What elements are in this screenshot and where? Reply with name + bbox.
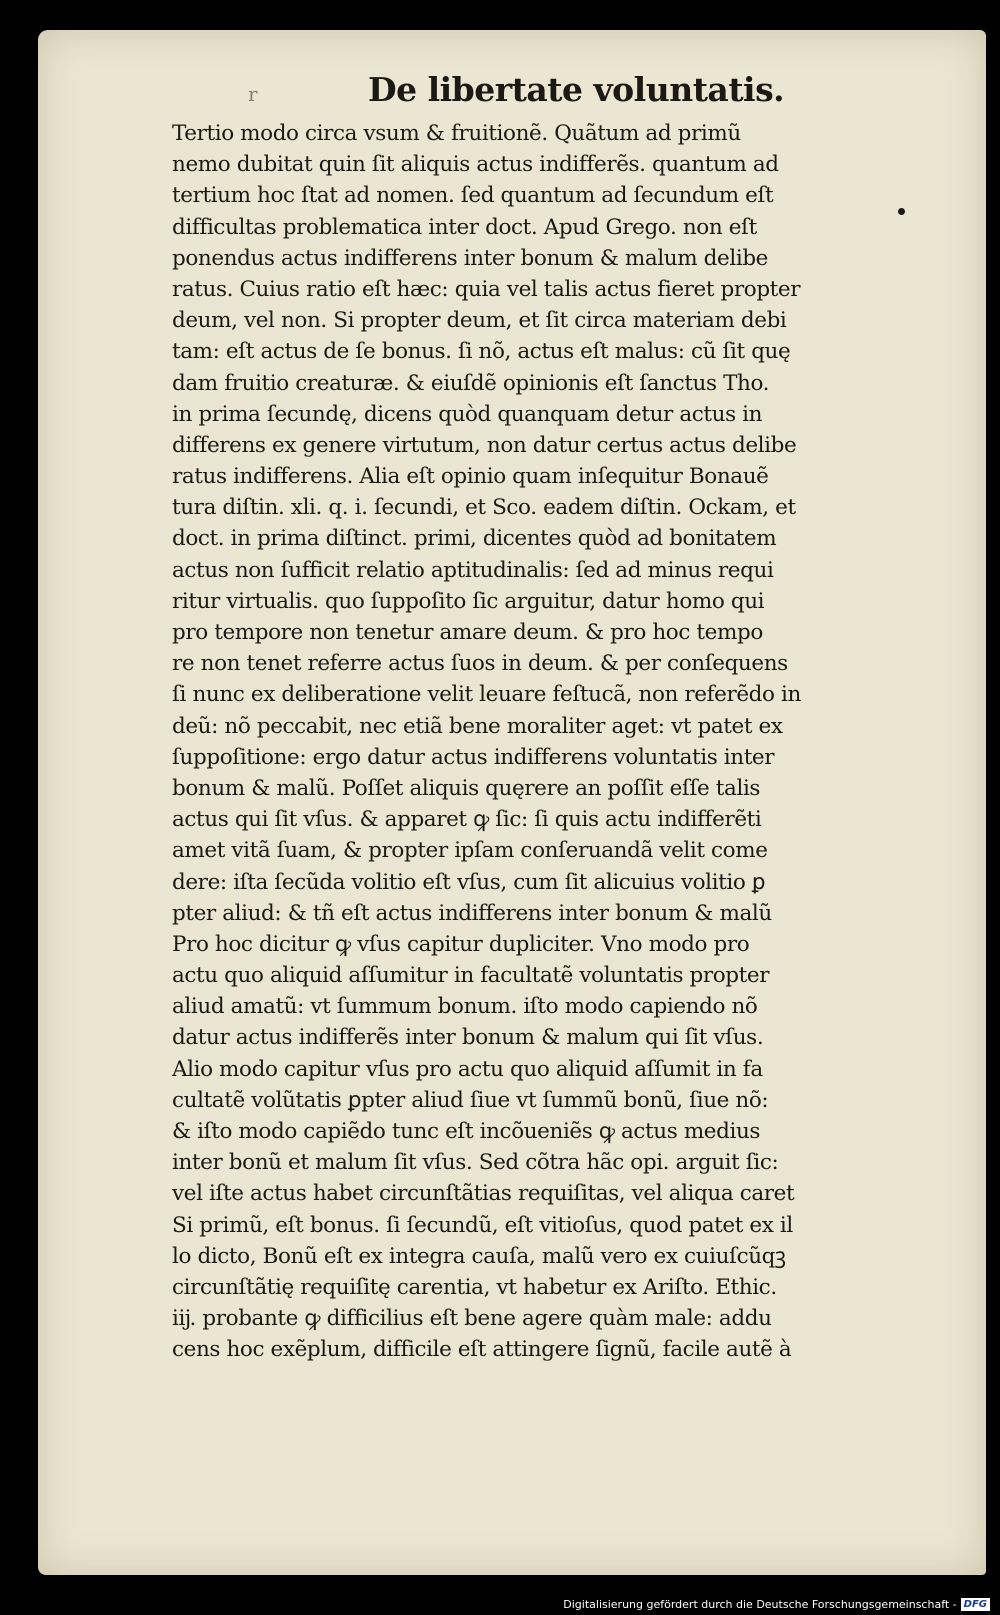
text-line: ſuppoſitione: ergo datur actus indifferens voluntatis inter xyxy=(172,744,775,770)
text-line: bonum & malũ. Poſſet aliquis quęrere an poſſit eſſe talis xyxy=(172,775,761,801)
text-line: Alio modo capitur vſus pro actu quo aliquid aſſumit in fa xyxy=(172,1056,763,1082)
text-line: iĳ. probante ꝙ difficilius eſt bene agere quàm male: addu xyxy=(172,1306,772,1332)
text-line: actu quo aliquid aſſumitur in facultatẽ voluntatis propter xyxy=(172,963,770,989)
footer-text: Digitalisierung gefördert durch die Deutsche Forschungsgemeinschaft - xyxy=(563,1598,957,1611)
text-line: lo dicto, Bonũ eſt ex integra cauſa, malũ vero ex cuiuſcũqꝫ xyxy=(172,1243,786,1269)
text-line: nemo dubitat quin ſit aliquis actus indifferẽs. quantum ad xyxy=(172,152,779,178)
text-line: ritur virtualis. quo ſuppoſito ſic arguitur, datur homo qui xyxy=(172,588,765,614)
text-line: Tertio modo circa vsum & fruitionẽ. Quãtum ad primũ xyxy=(172,121,741,146)
text-line: amet vitã ſuam, & propter ipſam conſeruandã velit come xyxy=(172,838,768,864)
text-line: actus qui ſit vſus. & apparet ꝙ ſic: ſi quis actu indifferẽti xyxy=(172,807,762,833)
text-line: tertium hoc ſtat ad nomen. ſed quantum ad ſecundum eſt xyxy=(172,183,774,209)
margin-ink-dot xyxy=(898,208,905,215)
stray-ink-mark: r xyxy=(248,82,258,106)
text-line: doct. in prima diſtinct. primi, dicentes quòd ad bonitatem xyxy=(172,526,777,552)
dfg-logo: DFG xyxy=(961,1598,990,1611)
text-line: dere: iſta ſecũda volitio eſt vſus, cum ſit alicuius volitio ꝑ xyxy=(172,869,766,895)
text-line: tura diſtin. xli. q. i. ſecundi, et Sco. eadem diſtin. Ockam, et xyxy=(172,495,796,521)
text-line: ſi nunc ex deliberatione velit leuare feſtucã, non referẽdo in xyxy=(172,682,801,708)
text-line: ponendus actus indifferens inter bonum & malum delibe xyxy=(172,245,769,271)
text-line: & iſto modo capiẽdo tunc eſt incõueniẽs ꝙ actus medius xyxy=(172,1119,761,1144)
text-line: circunſtãtię requiſitę carentia, vt habetur ex Ariſto. Ethic. xyxy=(172,1274,777,1300)
text-line: vel iſte actus habet circunſtãtias requiſitas, vel aliqua caret xyxy=(172,1181,795,1207)
text-line: pro tempore non tenetur amare deum. & pro hoc tempo xyxy=(172,620,763,645)
text-line: pter aliud: & tñ eſt actus indifferens inter bonum & malũ xyxy=(172,900,772,926)
text-line: actus non ſufficit relatio aptitudinalis: ſed ad minus requi xyxy=(172,557,774,583)
text-line: in prima ſecundę, dicens quòd quanquam detur actus in xyxy=(172,401,763,427)
text-line: dam fruitio creaturæ. & eiuſdẽ opinionis eſt ſanctus Tho. xyxy=(172,370,770,396)
text-line: aliud amatũ: vt ſummum bonum. iſto modo capiendo nõ xyxy=(172,994,758,1020)
footer xyxy=(563,1598,990,1611)
text-line: ratus indifferens. Alia eſt opinio quam inſequitur Bonauẽ xyxy=(172,464,769,490)
text-line: difficultas problematica inter doct. Apud Grego. non eſt xyxy=(172,214,757,240)
text-line: cens hoc exẽplum, difficile eſt attingere ſignũ, facile autẽ à xyxy=(172,1337,792,1363)
text-line: differens ex genere virtutum, non datur certus actus delibe xyxy=(172,432,797,458)
text-line: Si primũ, eſt bonus. ſi ſecundũ, eſt vitioſus, quod patet ex il xyxy=(172,1212,793,1238)
running-head: De libertate voluntatis. xyxy=(368,70,785,109)
text-line: tam: eſt actus de ſe bonus. ſi nõ, actus eſt malus: cũ ſit quę xyxy=(172,339,791,365)
text-line: re non tenet referre actus ſuos in deum. & per conſequens xyxy=(172,651,788,677)
text-line: Pro hoc dicitur ꝙ vſus capitur dupliciter. Vno modo pro xyxy=(172,931,750,957)
text-line: deũ: nõ peccabit, nec etiã bene moraliter aget: vt patet ex xyxy=(172,713,783,739)
text-line: deum, vel non. Si propter deum, et ſit circa materiam debi xyxy=(172,308,787,334)
text-line: ratus. Cuius ratio eſt hæc: quia vel talis actus fieret propter xyxy=(172,276,801,302)
text-line: inter bonũ et malum ſit vſus. Sed cõtra hãc opi. arguit ſic: xyxy=(172,1150,779,1176)
text-line: cultatẽ volũtatis ꝑpter aliud ſiue vt ſummũ bonũ, ſiue nõ: xyxy=(172,1087,769,1113)
text-line: datur actus indifferẽs inter bonum & malum qui ſit vſus. xyxy=(172,1025,764,1051)
text-column xyxy=(172,118,892,1366)
